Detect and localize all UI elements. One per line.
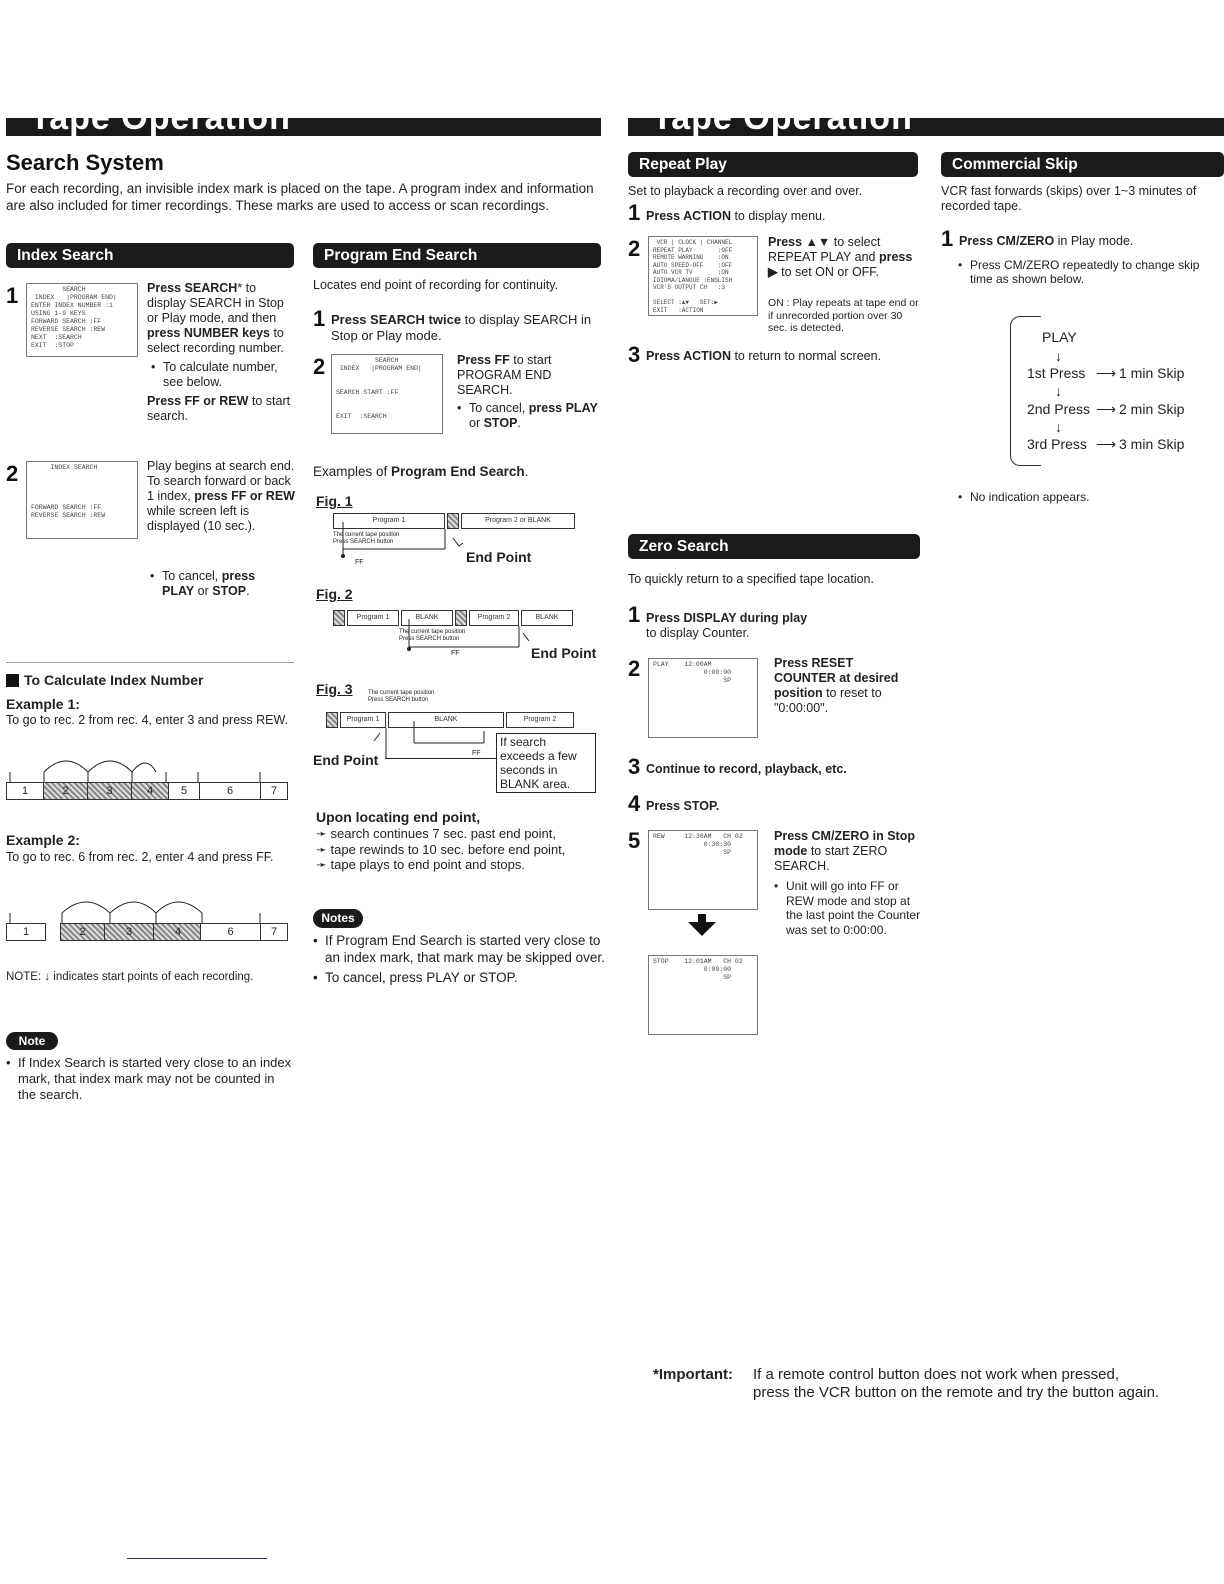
zs-step4-num: 4 xyxy=(628,791,641,816)
ex2-cell-hatched: 3 xyxy=(104,923,154,941)
rp-step2-text: Press ▲▼ to select REPEAT PLAY and press ▶ to set ON or OFF. xyxy=(768,235,913,279)
zero-search-intro: To quickly return to a specified tape location. xyxy=(628,572,874,586)
fig2-program2: Program 2 xyxy=(469,610,519,626)
arrow-down-icon: ↓ xyxy=(1055,383,1062,399)
fig1-lines xyxy=(333,512,578,572)
arrow-right-icon: ⟶ xyxy=(1096,365,1117,381)
upon-title: Upon locating end point, xyxy=(316,809,481,825)
fig2-blank2: BLANK xyxy=(521,610,573,626)
upon-item: ➛ tape rewinds to 10 sec. before end point, xyxy=(316,841,566,857)
zs-step5-screen2: STOP 12:01AM CH 02 0:00:00 SP xyxy=(648,955,758,1035)
arrow-down-icon: ↓ xyxy=(1055,419,1062,435)
fig3-program2: Program 2 xyxy=(506,712,574,728)
rp-step2-note: ON : Play repeats at tape end or if unrecorded portion over 30 sec. is detected. xyxy=(768,297,919,334)
zs-step2-num: 2 xyxy=(628,656,641,681)
program-end-tab: Program End Search xyxy=(313,243,601,268)
fig2-program1: Program 1 xyxy=(347,610,399,626)
pe-step2-num: 2 xyxy=(313,354,326,379)
ex1-cell: 6 xyxy=(199,782,261,800)
rp-step2-num: 2 xyxy=(628,236,641,261)
index-search-tab: Index Search xyxy=(6,243,294,268)
cs-skip3: 3 min Skip xyxy=(1119,436,1185,452)
fig1-label: Fig. 1 xyxy=(316,493,353,509)
index-step1-screen: SEARCH INDEX |PROGRAM END| ENTER INDEX NUMBER :1 USING 1-9 KEYS FORWARD SEARCH :FF REVERSE SEARCH :REW NEXT :SEARCH EXIT :STOP xyxy=(26,283,138,357)
example2-title: Example 2: xyxy=(6,832,80,848)
note-pill: Note xyxy=(6,1032,58,1050)
search-system-title: Search System xyxy=(6,150,164,175)
rp-step3-num: 3 xyxy=(628,342,641,367)
band-title-right: Tape Operation xyxy=(652,99,913,137)
zs-step5-text: Press CM/ZERO in Stop mode to start ZERO SEARCH. • Unit will go into FF or REW mode and stop at the last point the Counter was set to 0:00:00. xyxy=(774,829,924,937)
arrow-down-icon: ↓ xyxy=(1055,348,1062,364)
example2-text: To go to rec. 6 from rec. 2, enter 4 and press FF. xyxy=(6,850,274,864)
fig1-program2: Program 2 or BLANK xyxy=(461,513,575,529)
notes-item: • If Program End Search is started very close to an index mark, that mark may be skipped over. xyxy=(313,933,605,966)
zs-step5-num: 5 xyxy=(628,828,641,853)
fig3-program1: Program 1 xyxy=(340,712,386,728)
fig1-note: The current tape position Press SEARCH button xyxy=(333,532,400,545)
commercial-skip-intro: VCR fast forwards (skips) over 1~3 minutes of recorded tape. xyxy=(941,184,1197,213)
commercial-skip-tab: Commercial Skip xyxy=(941,152,1224,177)
fig2-blank: BLANK xyxy=(401,610,453,626)
zs-step5-screen: REW 12:30AM CH 02 0:30:30 SP xyxy=(648,830,758,910)
repeat-play-tab: Repeat Play xyxy=(628,152,918,177)
cs-press2: 2nd Press xyxy=(1027,401,1091,417)
ex1-cell-hatched: 2 xyxy=(43,782,88,800)
rp-step2-screen: VCR | CLOCK | CHANNEL REPEAT PLAY :OFF REMOTE WARNING :ON AUTO SPEED-OFF :OFF AUTO VCR TV :ON IDIOMA/LANGUE :ENGLISH VCR'S OUTPUT CH :3 SELECT :▲▼ SET:▶ EXIT :ACTION xyxy=(648,236,758,316)
ex1-cell-hatched: 4 xyxy=(131,782,169,800)
cs-no-indication: • No indication appears. xyxy=(958,490,1089,505)
pe-examples-title: Examples of Program End Search. xyxy=(313,464,529,479)
index-step2-num: 2 xyxy=(6,461,19,486)
zs-step2-text: Press RESET COUNTER at desired position to reset to "0:00:00". xyxy=(774,656,899,715)
upon-item: ➛ search continues 7 sec. past end point, xyxy=(316,826,556,841)
fig1-end-point: End Point xyxy=(466,549,532,565)
rp-step1-text: Press ACTION to display menu. xyxy=(646,209,826,223)
search-system-intro: For each recording, an invisible index mark is placed on the tape. A program index and information are also included for timer recordings. These marks are used to access or scan recordings. xyxy=(6,181,594,213)
cs-press3: 3rd Press xyxy=(1027,436,1087,452)
header-band-left xyxy=(6,99,601,137)
footer-line xyxy=(127,1558,267,1559)
header-band-right xyxy=(628,99,1224,137)
pe-step1-num: 1 xyxy=(313,306,326,331)
start-point-arrow-icon: ↓ xyxy=(44,971,51,983)
example1-title: Example 1: xyxy=(6,696,80,712)
zs-step1-text: Press DISPLAY during play to display Counter. xyxy=(646,611,808,640)
ex1-cell: 5 xyxy=(168,782,200,800)
upon-list xyxy=(316,826,606,873)
index-step1-num: 1 xyxy=(6,283,19,308)
fig2-note: The current tape position Press SEARCH button xyxy=(399,629,466,642)
arrow-down-icon xyxy=(688,922,716,936)
fig3-end-point: End Point xyxy=(313,752,379,768)
ex2-cell: 6 xyxy=(200,923,261,941)
note-left: • If Index Search is started very close to an index mark, that index mark may not be counted in the search. xyxy=(6,1055,296,1103)
calc-divider xyxy=(6,662,294,663)
ex2-cell: 7 xyxy=(260,923,288,941)
arrow-right-icon: ⟶ xyxy=(1096,436,1117,452)
fig1-diagram xyxy=(333,512,578,572)
zs-step4-text: Press STOP. xyxy=(646,799,720,813)
fig3-blank: BLANK xyxy=(388,712,504,728)
cs-skip2: 2 min Skip xyxy=(1119,401,1185,417)
zs-step3-text: Continue to record, playback, etc. xyxy=(646,762,847,776)
zero-search-tab: Zero Search xyxy=(628,534,920,559)
arrow-right-icon: ⟶ xyxy=(1096,401,1117,417)
cs-press1: 1st Press xyxy=(1027,365,1086,381)
ex1-cell: 1 xyxy=(6,782,44,800)
zs-step1-num: 1 xyxy=(628,602,641,627)
fig3-label: Fig. 3 xyxy=(316,681,353,697)
fig3-ff: FF xyxy=(472,750,481,757)
index-step2-screen: INDEX SEARCH FORWARD SEARCH :FF REVERSE SEARCH :REW xyxy=(26,461,138,539)
arrow-down-icon-stem xyxy=(698,914,706,923)
fig3-box: If search exceeds a few seconds in BLANK area. xyxy=(496,733,596,793)
example1-diagram xyxy=(6,750,288,802)
cs-bullet: • Press CM/ZERO repeatedly to change skip time as shown below. xyxy=(958,258,1208,286)
zs-step2-screen: PLAY 12:00AM 0:00:00 SP xyxy=(648,658,758,738)
calc-title: To Calculate Index Number xyxy=(24,672,204,688)
example2-diagram xyxy=(6,891,288,943)
ex1-cell: 7 xyxy=(260,782,288,800)
ex2-cell: 1 xyxy=(6,923,46,941)
calc-square-icon xyxy=(6,674,19,687)
notes-pill: Notes xyxy=(313,909,363,928)
fig2-ff: FF xyxy=(451,650,460,657)
cs-step1-num: 1 xyxy=(941,226,954,251)
notes-mid xyxy=(313,933,605,987)
rp-step1-num: 1 xyxy=(628,200,641,225)
cs-skip1: 1 min Skip xyxy=(1119,365,1185,381)
fig3-note: The current tape position Press SEARCH button xyxy=(368,690,435,703)
ex2-cell-hatched: 2 xyxy=(60,923,105,941)
pe-step2-text: Press FF to start PROGRAM END SEARCH. • To cancel, press PLAY or STOP. xyxy=(457,353,602,431)
fig1-program1: Program 1 xyxy=(333,513,445,529)
fig2-end-point: End Point xyxy=(531,645,597,661)
upon-item: ➛ tape plays to end point and stops. xyxy=(316,857,525,872)
example1-text: To go to rec. 2 from rec. 4, enter 3 and press REW. xyxy=(6,713,289,727)
rp-step3-text: Press ACTION to return to normal screen. xyxy=(646,349,882,363)
pe-step2-screen: SEARCH INDEX |PROGRAM END| SEARCH START :FF EXIT :SEARCH xyxy=(331,354,443,434)
fig2-label: Fig. 2 xyxy=(316,586,353,602)
ex1-cell-hatched: 3 xyxy=(87,782,132,800)
important-text: If a remote control button does not work when pressed, press the VCR button on the remote and try the button again. xyxy=(753,1366,1160,1401)
zs-step3-num: 3 xyxy=(628,754,641,779)
band-title-left: Tape Operation xyxy=(30,99,291,137)
index-step1-text: Press SEARCH* to display SEARCH in Stop or Play mode, and then press NUMBER keys to select recording number. • To calculate number, see below. Press FF or REW to start search. xyxy=(147,281,297,424)
ex2-cell-hatched: 4 xyxy=(153,923,203,941)
notes-item: • To cancel, press PLAY or STOP. xyxy=(313,970,605,987)
index-step2-text: Play begins at search end. To search forward or back 1 index, press FF or REW while screen left is displayed (10 sec.). xyxy=(147,459,295,533)
calc-note: NOTE: ↓ indicates start points of each recording. xyxy=(6,971,254,983)
cs-step1-text: Press CM/ZERO in Play mode. xyxy=(959,234,1134,248)
important-label: *Important: xyxy=(653,1366,733,1383)
cs-play: PLAY xyxy=(1042,329,1077,345)
repeat-play-intro: Set to playback a recording over and over. xyxy=(628,184,863,198)
program-end-intro: Locates end point of recording for continuity. xyxy=(313,278,559,292)
fig3-endpoint-line xyxy=(385,758,497,759)
index-cancel-text: • To cancel, press PLAY or STOP. xyxy=(150,569,290,599)
pe-step1-text: Press SEARCH twice to display SEARCH in Stop or Play mode. xyxy=(331,312,592,343)
fig1-ff: FF xyxy=(355,559,364,566)
